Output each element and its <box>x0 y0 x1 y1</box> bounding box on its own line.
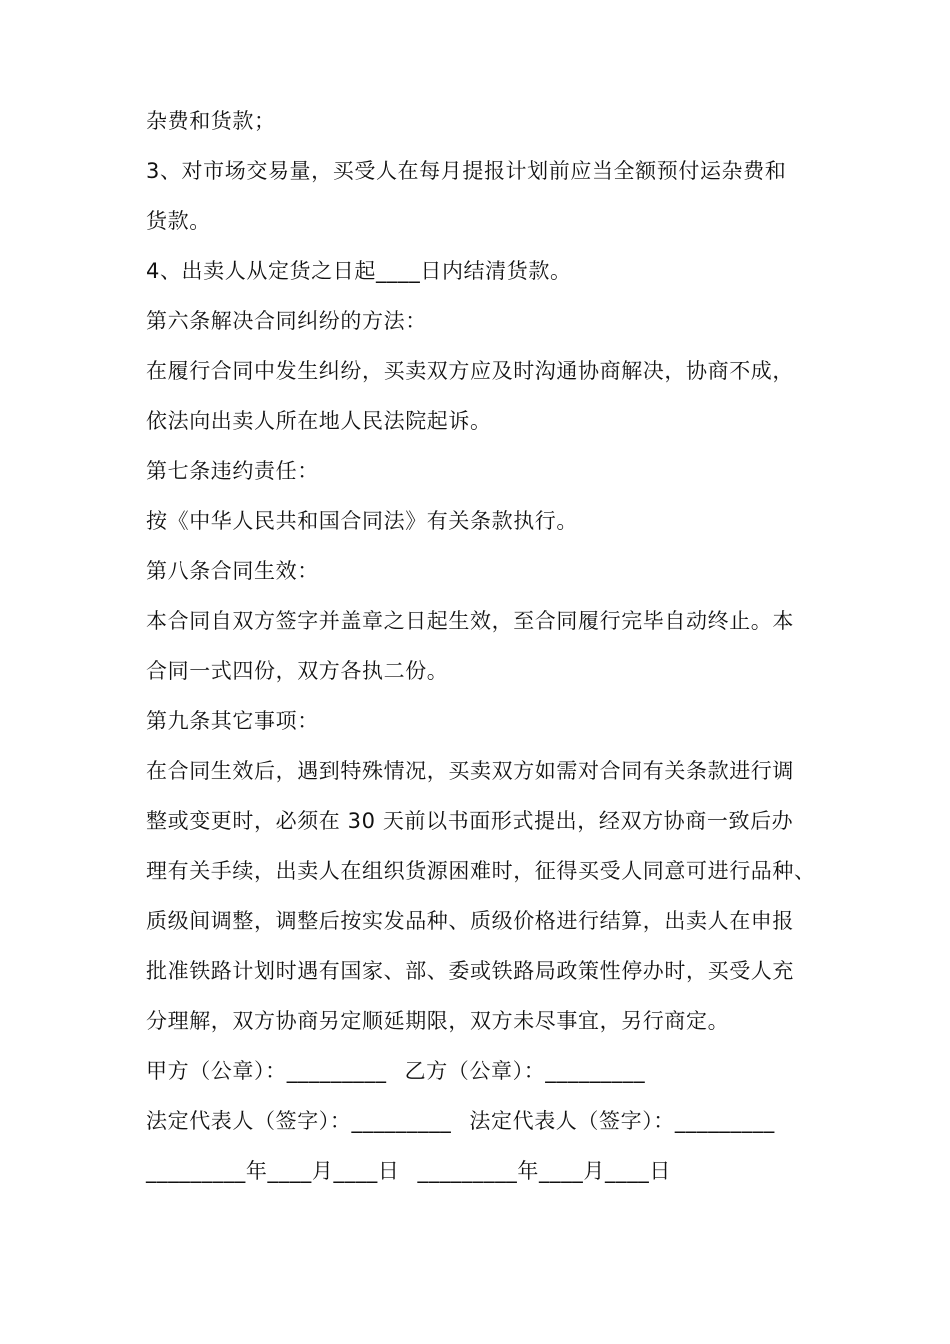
section-heading: 第七条违约责任： <box>146 459 319 483</box>
signature-row-date <box>146 1156 826 1186</box>
text-line: 质级间调整，调整后按实发品种、质级价格进行结算，出卖人在申报 <box>146 909 794 933</box>
text-line: 批准铁路计划时遇有国家、部、委或铁路局政策性停办时，买受人充 <box>146 959 794 983</box>
text-line: 按《中华人民共和国合同法》有关条款执行。 <box>146 509 578 533</box>
text-line: 杂费和货款； <box>146 109 276 133</box>
text-line: 4、出卖人从定货之日起____日内结清货款。 <box>146 259 572 283</box>
section-heading: 第六条解决合同纠纷的方法： <box>146 309 427 333</box>
party-b-representative: 法定代表人（签字）：_________ <box>469 1109 775 1133</box>
text-line: 理有关手续，出卖人在组织货源困难时，征得买受人同意可进行品种、 <box>146 859 816 883</box>
text-line: 分理解，双方协商另定顺延期限，双方未尽事宜，另行商定。 <box>146 1009 730 1033</box>
signature-row-representative <box>146 1106 826 1136</box>
party-a-seal: 甲方（公章）：_________ <box>146 1059 387 1083</box>
section-heading: 第八条合同生效： <box>146 559 319 583</box>
text-line: 3、对市场交易量，买受人在每月提报计划前应当全额预付运杂费和 <box>146 159 787 183</box>
text-line: 本合同自双方签字并盖章之日起生效，至合同履行完毕自动终止。本 <box>146 609 794 633</box>
party-a-date: _________年____月____日 <box>146 1159 400 1183</box>
text-line: 依法向出卖人所在地人民法院起诉。 <box>146 409 492 433</box>
party-b-seal: 乙方（公章）：_________ <box>404 1059 646 1083</box>
section-heading: 第九条其它事项： <box>146 709 319 733</box>
party-b-date: _________年____月____日 <box>417 1159 671 1183</box>
text-line: 货款。 <box>146 209 211 233</box>
party-a-representative: 法定代表人（签字）：_________ <box>146 1109 452 1133</box>
text-line: 整或变更时，必须在 30 天前以书面形式提出，经双方协商一致后办 <box>146 809 794 833</box>
text-line: 合同一式四份，双方各执二份。 <box>146 659 449 683</box>
text-line: 在合同生效后，遇到特殊情况，买卖双方如需对合同有关条款进行调 <box>146 759 794 783</box>
signature-row-seal <box>146 1056 826 1086</box>
text-line: 在履行合同中发生纠纷，买卖双方应及时沟通协商解决，协商不成， <box>146 359 794 383</box>
